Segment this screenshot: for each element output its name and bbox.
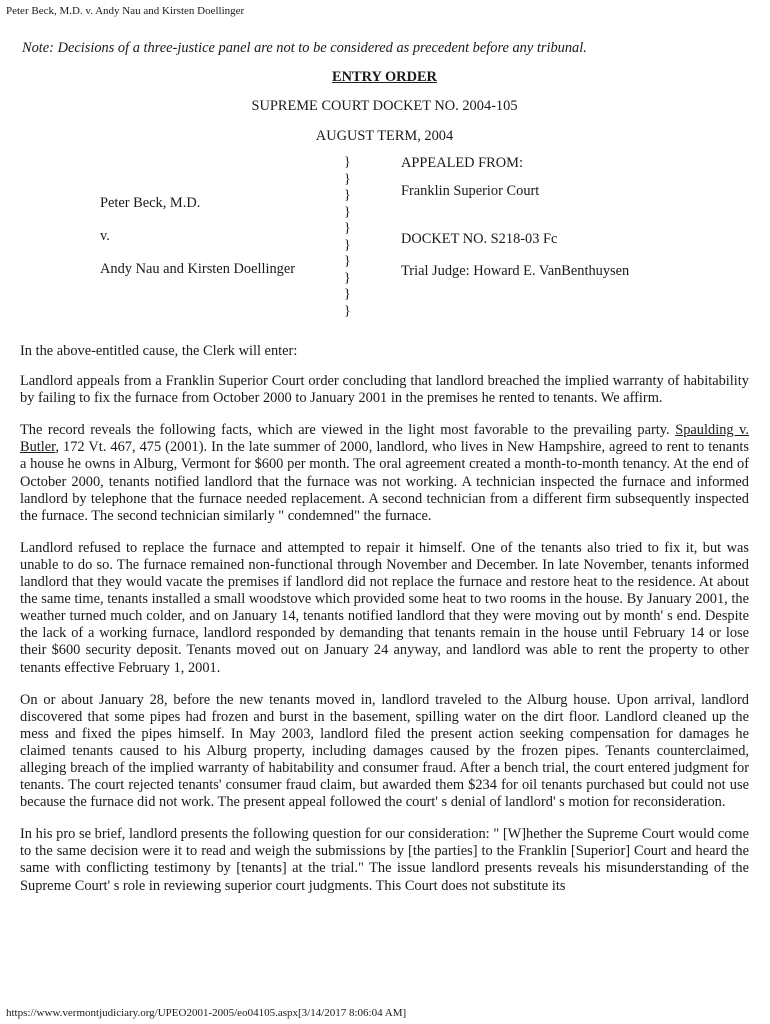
clerk-intro: In the above-entitled cause, the Clerk will enter: (20, 343, 298, 359)
docket-heading: SUPREME COURT DOCKET NO. 2004-105 (251, 98, 518, 114)
lower-docket-number: DOCKET NO. S218-03 Fc (401, 231, 558, 247)
document-body (20, 40, 749, 910)
paragraph-2 (20, 422, 749, 525)
paragraph-1: Landlord appeals from a Franklin Superior Court order concluding that landlord breached the implied warranty of habitability by failing to fix the furnace from October 2000 to January 2001 in the premises he rented to tenants. We affirm. (20, 373, 749, 407)
caption-brackets: } } } } } } } } } } (344, 155, 351, 319)
page-title: ENTRY ORDER (332, 69, 437, 85)
defendants-name: Andy Nau and Kirsten Doellinger (100, 261, 296, 277)
versus-label: v. (100, 228, 110, 244)
paragraph-4: On or about January 28, before the new tenants moved in, landlord traveled to the Alburg house. Upon arrival, landlord discovered that some pipes had frozen and burst in the basement, spilling water on the dirt floor. Landlord cleaned up the mess and fixed the pipes himself. In May 2003, landlord filed the present action seeking compensation for damages he claimed tenants caused to his Alburg property, including damages caused by the frozen pipes. Tenants counterclaimed, alleging breach of the implied warranty of habitability and consumer fraud. After a bench trial, the court entered judgment for tenants. The court rejected tenants' consumer fraud claim, but awarded them $234 for oil tenants purchased but could not use because the furnace did not work. The present appeal followed the court' s denial of landlord' s motion for reconsideration. (20, 691, 749, 811)
term-heading: AUGUST TERM, 2004 (315, 128, 454, 144)
parties-column (100, 195, 295, 294)
page-footer-url: https://www.vermontjudiciary.org/UPEO2001-2005/eo04105.aspx[3/14/2017 8:06:04 AM] (6, 1007, 407, 1019)
case-citation-link[interactable]: Spaulding v. Butler (20, 422, 749, 456)
appealed-from-label: APPEALED FROM: (401, 155, 523, 171)
court-name: Franklin Superior Court (401, 183, 540, 199)
paragraph-3: Landlord refused to replace the furnace and attempted to repair it himself. One of the tenants also tried to fix it, but was unable to do so. The furnace remained non-functional through November and December. In late November, tenants informed landlord that they would vacate the premises if landlord did not replace the furnace and restore heat to the residence. At about the same time, tenants installed a small woodstove which provided some heat to two rooms in the house. By January 2001, the weather turned much colder, and on January 14, tenants notified landlord that they were moving out by month' s end. Despite the lack of a working furnace, landlord responded by demanding that tenants remain in the house until February 14 or lose their $600 security deposit. Tenants moved out on January 24 anyway, and landlord was able to rent the property to other tenants effective February 1, 2001. (20, 539, 749, 676)
paragraph-2-lead: The record reveals the following facts, which are viewed in the light most favorable to the prevailing party. (20, 422, 676, 439)
plaintiff-name: Peter Beck, M.D. (100, 195, 201, 211)
paragraph-2-rest: , 172 Vt. 467, 475 (2001). In the late summer of 2000, landlord, who lives in New Hampshire, agreed to rent to tenants a house he owns in Alburg, Vermont for $600 per month. The oral agreement created a month-to-month tenancy. At the end of October 2000, tenants notified landlord that the furnace was not working. A technician inspected the furnace and informed landlord by telephone that the furnace needed replacement. A second technician from a different firm subsequently inspected the furnace. The second technician similarly " condemned" the furnace. (20, 439, 749, 524)
trial-judge: Trial Judge: Howard E. VanBenthuysen (401, 263, 630, 279)
appeal-info-column (401, 155, 629, 280)
precedent-note: Note: Decisions of a three-justice panel are not to be considered as precedent before any tribunal. (22, 40, 587, 56)
running-head: Peter Beck, M.D. v. Andy Nau and Kirsten Doellinger (6, 5, 245, 17)
case-caption (20, 155, 749, 335)
paragraph-5: In his pro se brief, landlord presents the following question for our consideration: " [W]hether the Supreme Court would come to the same decision were it to read and weigh the submissions by [the parties] to the Franklin [Superior] Court and heard the same with conflicting testimony by [tenants] at the trial." The issue landlord presents reveals his misunderstanding of the Supreme Court' s role in reviewing superior court judgments. This Court does not substitute its (20, 826, 749, 894)
